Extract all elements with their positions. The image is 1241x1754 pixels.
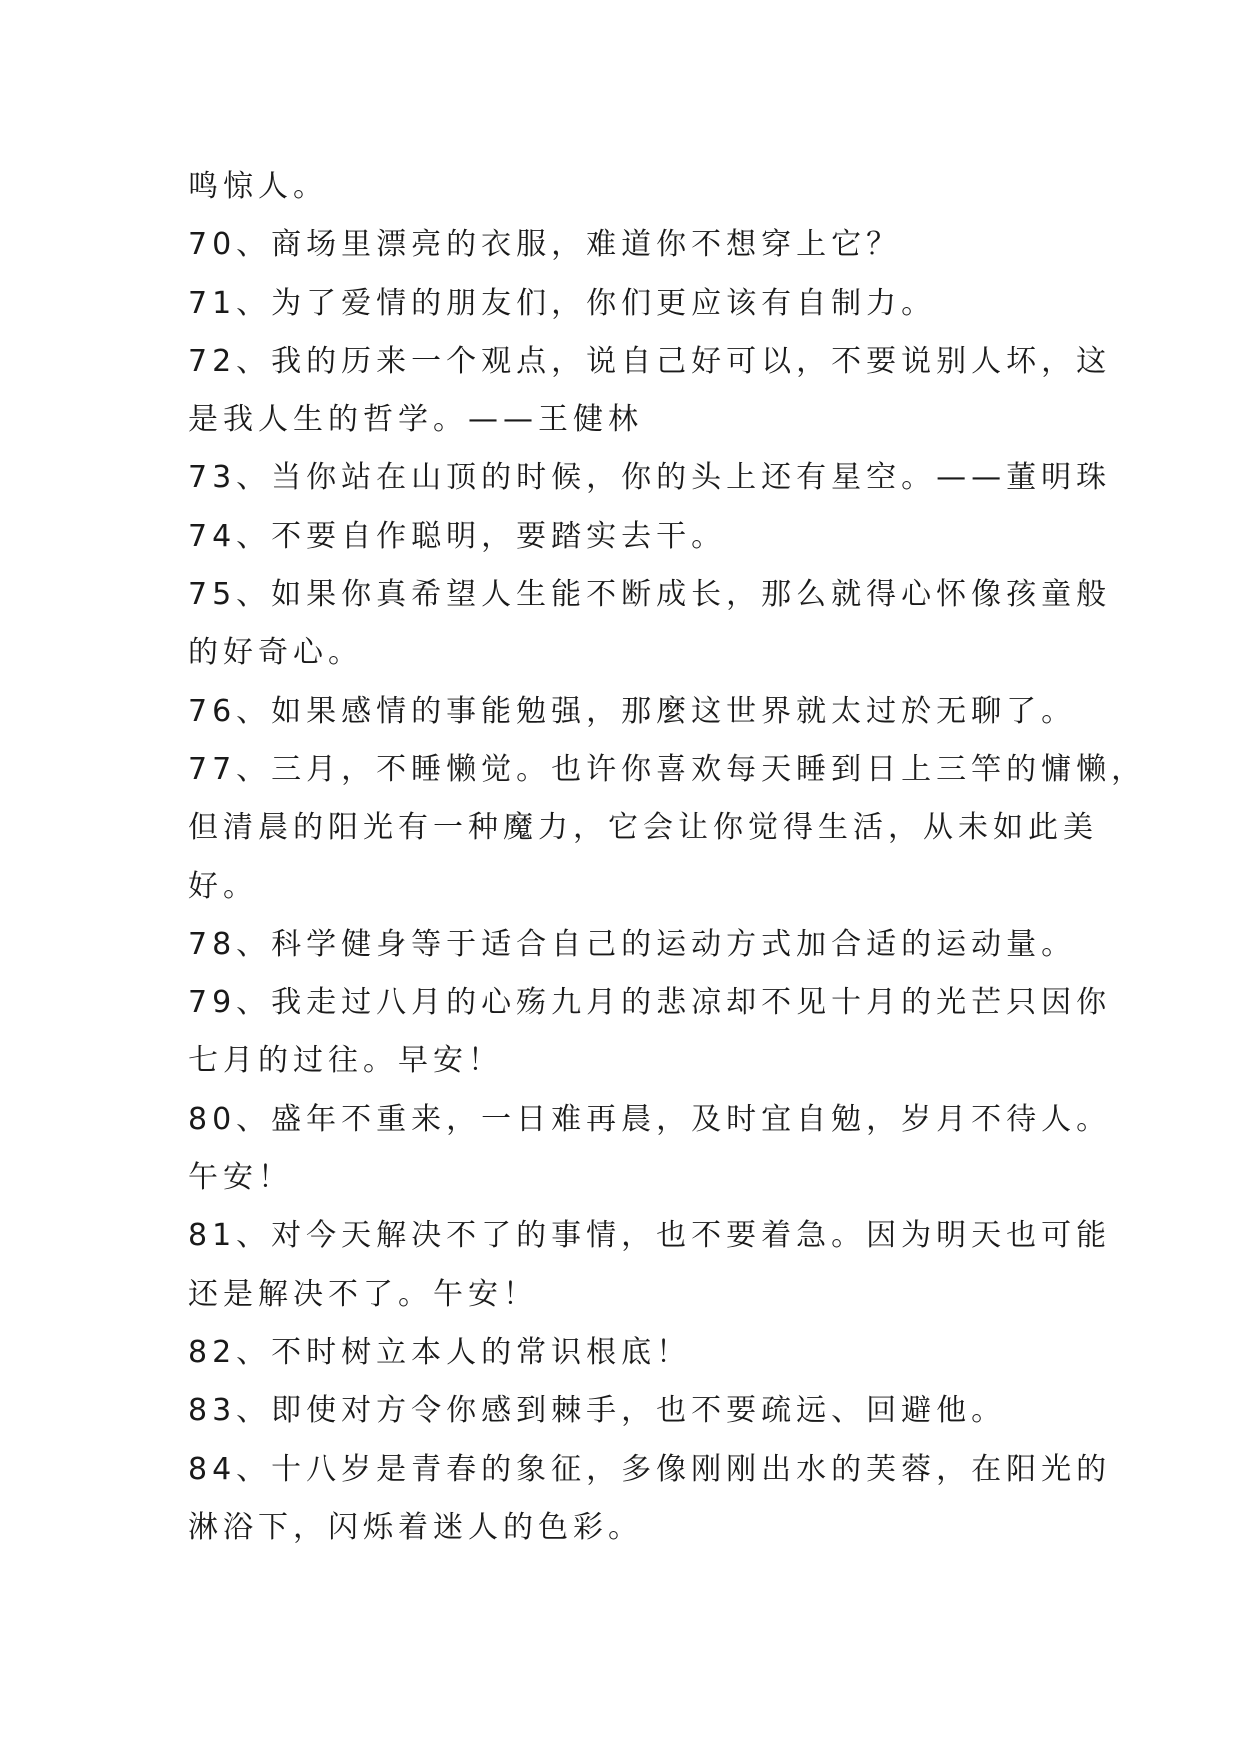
text-line: 76、如果感情的事能勉强，那麼这世界就太过於无聊了。 [188,693,1077,729]
text-line: 81、对今天解决不了的事情，也不要着急。因为明天也可能 [188,1218,1112,1254]
text-line: 还是解决不了。午安！ [188,1276,538,1312]
text-line: 七月的过往。早安！ [188,1043,503,1079]
text-line: 好。 [188,868,258,904]
text-line: 80、盛年不重来，一日难再晨，及时宜自勉，岁月不待人。 [188,1101,1112,1137]
text-line: 73、当你站在山顶的时候，你的头上还有星空。——董明珠 [188,460,1112,496]
document-body [188,158,1147,1557]
text-line: 71、为了爱情的朋友们，你们更应该有自制力。 [188,285,937,321]
text-line: 79、我走过八月的心殇九月的悲凉却不见十月的光芒只因你 [188,985,1112,1021]
text-line: 72、我的历来一个观点，说自己好可以，不要说别人坏，这 [188,343,1112,379]
text-line: 的好奇心。 [188,635,363,671]
text-line: 74、不要自作聪明，要踏实去干。 [188,518,727,554]
text-line: 是我人生的哲学。——王健林 [188,402,643,438]
text-line: 77、三月，不睡懒觉。也许你喜欢每天睡到日上三竿的慵懒， [188,751,1147,787]
text-line: 鸣惊人。 [188,169,328,204]
text-line: 午安！ [188,1160,293,1196]
text-line: 淋浴下，闪烁着迷人的色彩。 [188,1509,643,1545]
text-line: 82、不时树立本人的常识根底！ [188,1334,692,1370]
text-line: 78、科学健身等于适合自己的运动方式加合适的运动量。 [188,926,1077,962]
text-line: 84、十八岁是青春的象征，多像刚刚出水的芙蓉，在阳光的 [188,1451,1112,1487]
text-line: 70、商场里漂亮的衣服，难道你不想穿上它？ [188,227,902,263]
text-line: 83、即使对方令你感到棘手，也不要疏远、回避他。 [188,1393,1007,1429]
text-line: 75、如果你真希望人生能不断成长，那么就得心怀像孩童般 [188,577,1112,613]
text-line: 但清晨的阳光有一种魔力，它会让你觉得生活，从未如此美 [188,810,1098,846]
